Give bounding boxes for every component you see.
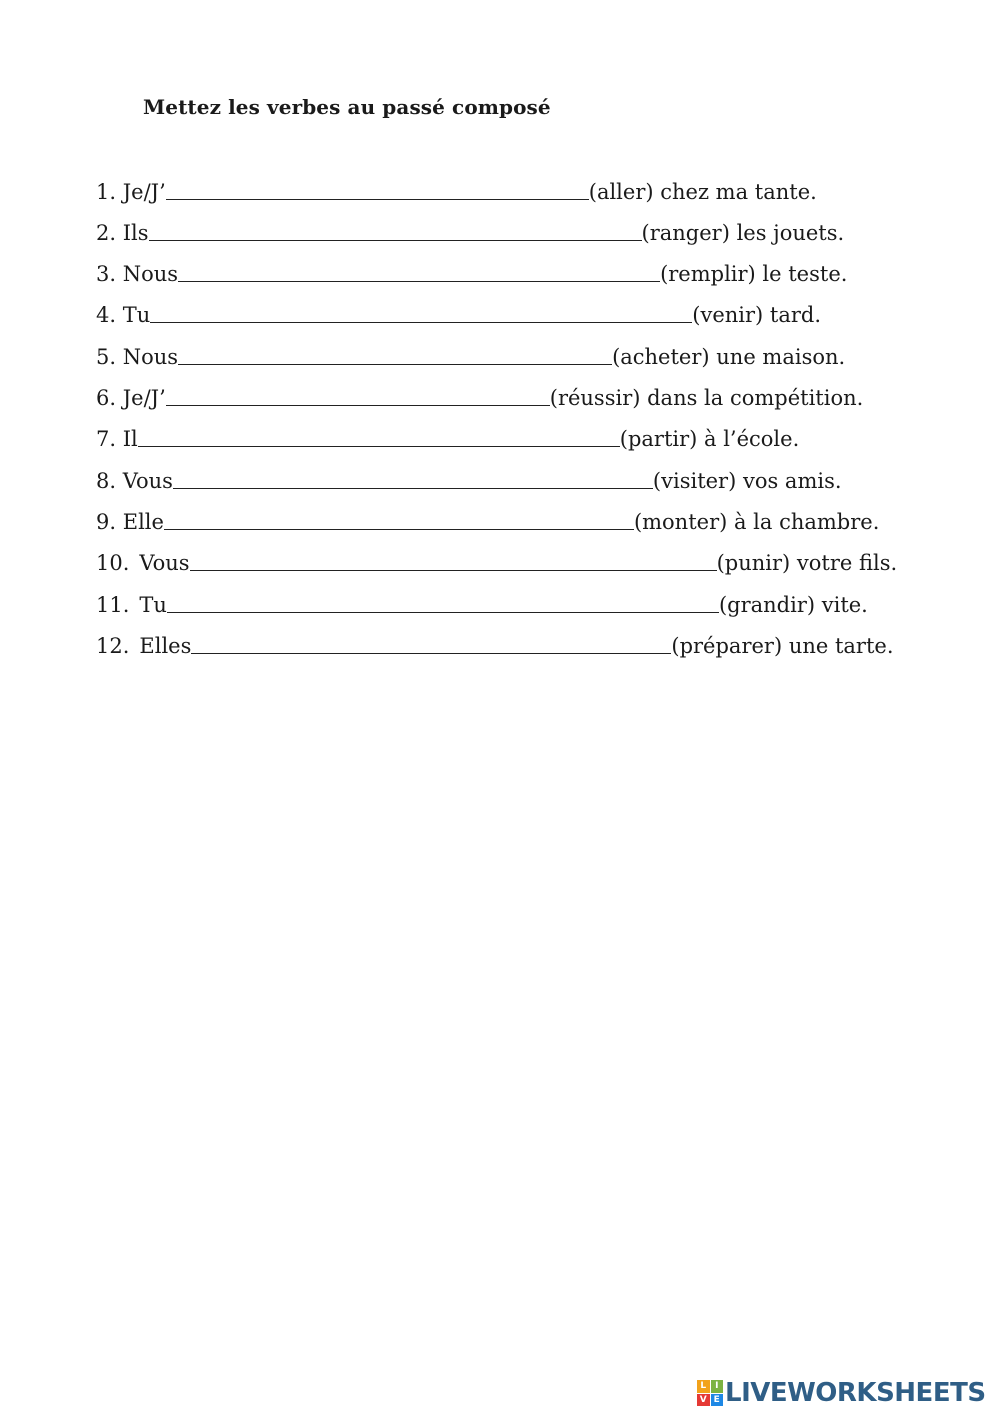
answer-blank[interactable] (138, 428, 620, 447)
exercise-hint: (partir) à l’école. (619, 427, 800, 451)
exercise-number: 11. (96, 593, 130, 617)
exercise-hint: (ranger) les jouets. (641, 221, 845, 245)
exercise-subject: Elle (122, 510, 164, 534)
exercise-hint: (punir) votre fils. (716, 551, 898, 575)
brand-name: LIVEWORKSHEETS (725, 1378, 986, 1408)
exercise-item (96, 590, 868, 620)
exercise-number: 5. (96, 345, 117, 369)
exercise-number: 8. (96, 469, 117, 493)
exercise-subject: Je/J’ (122, 386, 166, 410)
exercise-item (96, 548, 897, 578)
exercise-item (96, 342, 845, 372)
exercise-item (96, 507, 879, 537)
exercise-hint: (grandir) vite. (718, 593, 868, 617)
logo-letter: L (697, 1380, 710, 1393)
exercise-hint: (aller) chez ma tante. (588, 180, 817, 204)
exercise-number: 4. (96, 303, 117, 327)
exercise-hint: (réussir) dans la compétition. (549, 386, 864, 410)
answer-blank[interactable] (149, 222, 642, 241)
answer-blank[interactable] (167, 594, 719, 613)
answer-blank[interactable] (178, 346, 612, 365)
answer-blank[interactable] (150, 304, 692, 323)
exercise-hint: (venir) tard. (692, 303, 822, 327)
answer-blank[interactable] (191, 635, 671, 654)
answer-blank[interactable] (178, 263, 660, 282)
exercise-number: 6. (96, 386, 117, 410)
answer-blank[interactable] (166, 181, 589, 200)
answer-blank[interactable] (190, 552, 717, 571)
page-title: Mettez les verbes au passé composé (143, 95, 551, 119)
answer-blank[interactable] (166, 387, 550, 406)
exercise-number: 10. (96, 551, 130, 575)
exercise-hint: (monter) à la chambre. (633, 510, 880, 534)
logo-letter: V (697, 1394, 710, 1407)
exercise-number: 1. (96, 180, 117, 204)
answer-blank[interactable] (164, 511, 634, 530)
exercise-number: 7. (96, 427, 117, 451)
logo-letter: I (711, 1380, 724, 1393)
exercise-hint: (remplir) le teste. (660, 262, 848, 286)
exercise-number: 3. (96, 262, 117, 286)
exercise-hint: (visiter) vos amis. (652, 469, 842, 493)
exercise-subject: Tu (139, 593, 167, 617)
exercise-item (96, 424, 799, 454)
exercise-number: 2. (96, 221, 117, 245)
exercise-subject: Vous (139, 551, 190, 575)
liveworksheets-logo (697, 1380, 986, 1406)
exercise-number: 9. (96, 510, 117, 534)
exercise-subject: Je/J’ (122, 180, 166, 204)
exercise-hint: (préparer) une tarte. (671, 634, 894, 658)
logo-letter: E (711, 1394, 724, 1407)
answer-blank[interactable] (173, 470, 653, 489)
exercise-item (96, 177, 817, 207)
exercise-subject: Vous (122, 469, 173, 493)
exercise-subject: Nous (122, 262, 179, 286)
exercise-item (96, 259, 847, 289)
exercise-subject: Il (122, 427, 138, 451)
exercise-subject: Nous (122, 345, 179, 369)
exercise-item (96, 218, 844, 248)
exercise-number: 12. (96, 634, 130, 658)
exercise-item (96, 631, 894, 661)
exercise-subject: Tu (122, 303, 151, 327)
exercise-item (96, 466, 842, 496)
liveworksheets-logo-icon (697, 1380, 723, 1406)
exercise-subject: Elles (139, 634, 192, 658)
exercise-item (96, 300, 821, 330)
exercise-item (96, 383, 863, 413)
exercise-subject: Ils (122, 221, 149, 245)
exercise-hint: (acheter) une maison. (612, 345, 846, 369)
